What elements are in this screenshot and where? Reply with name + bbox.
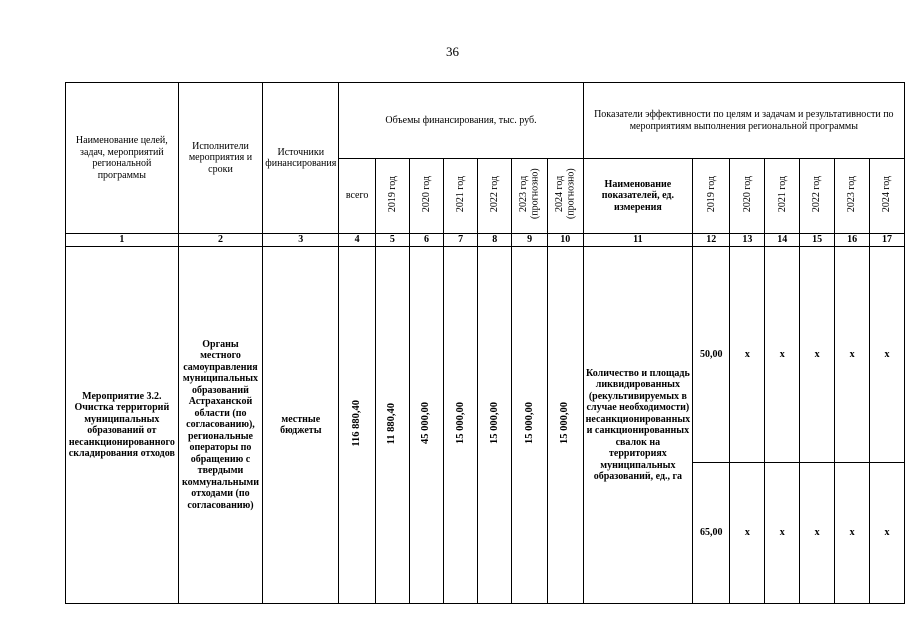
indicator-value-2024: х: [870, 463, 905, 604]
header-funding-2019: 2019 год: [386, 176, 398, 213]
indicator-value-2021: х: [765, 247, 800, 463]
funding-source: местные бюджеты: [263, 247, 339, 604]
column-number: 15: [800, 234, 835, 247]
column-number: 3: [263, 234, 339, 247]
column-number: 8: [478, 234, 512, 247]
column-number: 1: [66, 234, 179, 247]
header-funding-2021: 2021 год: [454, 176, 466, 213]
column-number: 17: [870, 234, 905, 247]
header-funding-2023: 2023 год (прогнозно): [518, 168, 541, 220]
header-indicator-2020: 2020 год: [741, 176, 753, 213]
header-indicator-2024: 2024 год: [881, 176, 893, 213]
indicator-value-2019: 50,00: [693, 247, 730, 463]
indicator-value-2023: х: [835, 247, 870, 463]
column-number: 11: [583, 234, 692, 247]
header-funding-total: всего: [339, 159, 375, 234]
column-number: 2: [178, 234, 263, 247]
indicator-value-2021: х: [765, 463, 800, 604]
measure-executors: Органы местного самоуправления муниципальных образований Астраханской области (по согласованию), региональные операторы по обращению с твердыми коммунальными отходами (по согласованию): [178, 247, 263, 604]
funding-2020: 45 000,00: [420, 402, 432, 445]
column-number: 6: [409, 234, 443, 247]
column-number: 7: [444, 234, 478, 247]
header-funding-group: Объемы финансирования, тыс. руб.: [339, 83, 583, 159]
column-number: 14: [765, 234, 800, 247]
funding-2019: 11 880,40: [386, 402, 398, 444]
header-funding-2022: 2022 год: [488, 176, 500, 213]
program-table: [65, 82, 905, 604]
header-funding-2024: 2024 год (прогнозно): [553, 168, 577, 220]
funding-2023: 15 000,00: [523, 402, 535, 445]
column-number: 9: [512, 234, 548, 247]
indicator-text: Количество и площадь ликвидированных (рекультивируемых в случае необходимости) несанкционированных и санкционированных свалок на территориях муниципальных образований, ед., га: [583, 247, 692, 604]
funding-total: 116 880,40: [351, 399, 363, 447]
indicator-value-2024: х: [870, 247, 905, 463]
column-number: 16: [835, 234, 870, 247]
header-indicators-group: Показатели эффективности по целям и задачам и результативности по мероприятиям выполнения региональной программы: [583, 83, 904, 159]
indicator-value-2020: х: [730, 463, 765, 604]
indicator-value-2022: х: [800, 247, 835, 463]
indicator-value-2023: х: [835, 463, 870, 604]
header-indicator-2021: 2021 год: [776, 176, 788, 213]
header-indicator-2023: 2023 год: [846, 176, 858, 213]
header-indicator-2019: 2019 год: [705, 176, 717, 213]
header-funding-2020: 2020 год: [420, 176, 432, 213]
measure-name: Мероприятие 3.2. Очистка территорий муниципальных образований от несанкционированного складирования отходов: [66, 247, 179, 604]
header-indicator-name: Наименование показателей, ед. измерения: [583, 159, 692, 234]
funding-2022: 15 000,00: [488, 402, 500, 445]
header-col-executors: Исполнители мероприятия и сроки: [178, 83, 263, 234]
page-number: 36: [446, 44, 459, 59]
indicator-value-2020: х: [730, 247, 765, 463]
header-col-source: Источники финансирования: [263, 83, 339, 234]
header-indicator-2022: 2022 год: [811, 176, 823, 213]
column-number: 4: [339, 234, 375, 247]
column-number: 13: [730, 234, 765, 247]
column-number: 5: [375, 234, 409, 247]
column-number: 12: [693, 234, 730, 247]
indicator-value-2022: х: [800, 463, 835, 604]
indicator-value-2019: 65,00: [693, 463, 730, 604]
funding-2021: 15 000,00: [454, 402, 466, 445]
header-col-goals: Наименование целей, задач, мероприятий региональной программы: [66, 83, 179, 234]
column-number: 10: [547, 234, 583, 247]
funding-2024: 15 000,00: [559, 402, 571, 445]
